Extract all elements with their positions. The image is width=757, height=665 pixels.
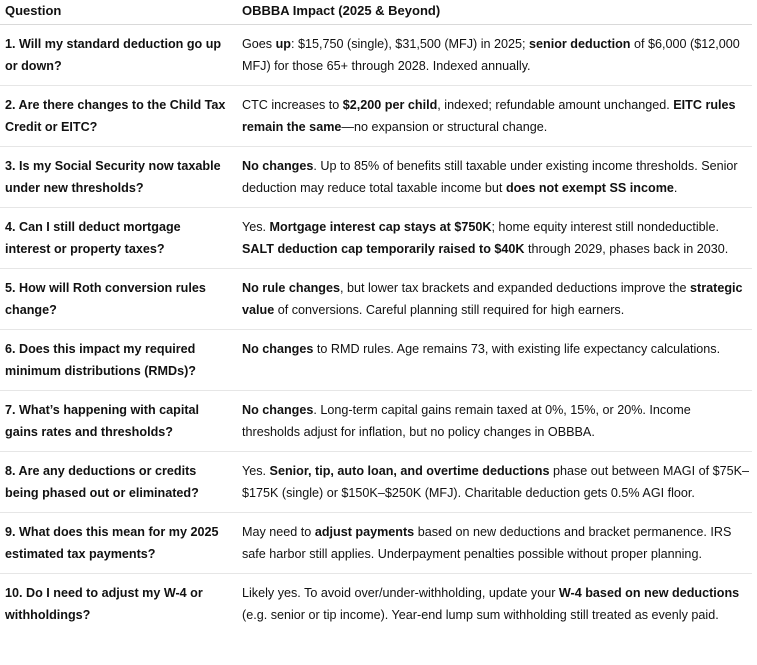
question-cell: 4. Can I still deduct mortgage interest or property taxes? bbox=[0, 208, 237, 269]
answer-text: . Long-term capital gains remain taxed at 0%, 15%, or 20%. Income thresholds adjust for inflation, but no policy changes in OBBBA. bbox=[242, 403, 691, 439]
question-cell: 1. Will my standard deduction go up or down? bbox=[0, 25, 237, 86]
table-row bbox=[0, 208, 752, 269]
answer-emphasis: strategic value bbox=[242, 281, 743, 317]
answer-text: based on new deductions and bracket permanence. IRS safe harbor still applies. Underpayment penalties possible without proper planning. bbox=[242, 525, 732, 561]
answer-text: —no expansion or structural change. bbox=[341, 120, 548, 134]
table-row bbox=[0, 25, 752, 86]
answer-emphasis: senior deduction bbox=[529, 37, 631, 51]
answer-text: of conversions. Careful planning still required for high earners. bbox=[274, 303, 625, 317]
answer-emphasis: Mortgage interest cap stays at $750K bbox=[269, 220, 492, 234]
answer-emphasis: W-4 based on new deductions bbox=[558, 586, 740, 600]
answer-cell bbox=[237, 208, 752, 269]
answer-text: to RMD rules. Age remains 73, with existing life expectancy calculations. bbox=[313, 342, 721, 356]
table-row bbox=[0, 574, 752, 635]
answer-emphasis: does not exempt SS income bbox=[505, 181, 674, 195]
answer-cell bbox=[237, 330, 752, 391]
question-cell: 3. Is my Social Security now taxable under new thresholds? bbox=[0, 147, 237, 208]
answer-emphasis: No changes bbox=[242, 403, 314, 417]
answer-emphasis: No changes bbox=[242, 342, 314, 356]
question-cell: 9. What does this mean for my 2025 estimated tax payments? bbox=[0, 513, 237, 574]
answer-text: through 2029, phases back in 2030. bbox=[524, 242, 729, 256]
answer-text: ; home equity interest still nondeductible. bbox=[491, 220, 719, 234]
answer-cell bbox=[237, 269, 752, 330]
answer-emphasis: No rule changes bbox=[242, 281, 340, 295]
question-cell: 8. Are any deductions or credits being phased out or eliminated? bbox=[0, 452, 237, 513]
table-row bbox=[0, 330, 752, 391]
question-cell: 10. Do I need to adjust my W-4 or withholdings? bbox=[5, 586, 203, 622]
answer-emphasis: up bbox=[275, 37, 291, 51]
answer-text: phase out between MAGI of $75K–$175K (single) or $150K–$250K (MFJ). Charitable deduction gets 0.5% AGI floor. bbox=[242, 464, 749, 500]
answer-text: , but lower tax brackets and expanded deductions improve the bbox=[339, 281, 691, 295]
answer-text: of $6,000 ($12,000 MFJ) for those 65+ through 2028. Indexed annually. bbox=[242, 37, 740, 73]
answer-text: (e.g. senior or tip income). Year-end lump sum withholding still treated as evenly paid. bbox=[242, 608, 719, 622]
question-cell: 6. Does this impact my required minimum distributions (RMDs)? bbox=[0, 330, 237, 391]
answer-text: . bbox=[673, 181, 678, 195]
answer-text: Likely yes. To avoid over/under-withholding, update your bbox=[242, 586, 559, 600]
table-row bbox=[0, 391, 752, 452]
answer-text: : $15,750 (single), $31,500 (MFJ) in 2025; bbox=[291, 37, 530, 51]
answer-emphasis: No changes bbox=[242, 159, 314, 173]
answer-text: . Up to 85% of benefits still taxable under existing income thresholds. Senior deduction may reduce total taxable income but bbox=[242, 159, 738, 195]
answer-cell bbox=[237, 513, 752, 574]
header-row bbox=[0, 0, 752, 25]
answer-text: Yes. bbox=[242, 220, 270, 234]
answer-emphasis: $2,200 per child bbox=[342, 98, 438, 112]
answer-text: May need to bbox=[242, 525, 315, 539]
question-cell: 2. Are there changes to the Child Tax Credit or EITC? bbox=[0, 86, 237, 147]
answer-text: Goes bbox=[242, 37, 276, 51]
answer-text: CTC increases to bbox=[242, 98, 343, 112]
answer-emphasis: SALT deduction cap temporarily raised to $40K bbox=[242, 242, 525, 256]
answer-cell bbox=[237, 391, 752, 452]
table-row bbox=[0, 452, 752, 513]
table-row bbox=[0, 513, 752, 574]
answer-cell bbox=[237, 452, 752, 513]
question-cell: 7. What’s happening with capital gains rates and thresholds? bbox=[0, 391, 237, 452]
answer-emphasis: adjust payments bbox=[314, 525, 415, 539]
answer-cell bbox=[237, 147, 752, 208]
table-row bbox=[0, 147, 752, 208]
answer-text: , indexed; refundable amount unchanged. bbox=[437, 98, 674, 112]
answer-cell bbox=[237, 25, 752, 86]
table-row bbox=[0, 86, 752, 147]
answer-emphasis: Senior, tip, auto loan, and overtime deductions bbox=[269, 464, 550, 478]
table-row bbox=[0, 269, 752, 330]
answer-text: Yes. bbox=[242, 464, 270, 478]
answer-cell bbox=[237, 86, 752, 147]
column-header-question: Question bbox=[0, 0, 237, 25]
column-header-impact: OBBBA Impact (2025 & Beyond) bbox=[237, 0, 752, 25]
answer-cell bbox=[237, 574, 752, 635]
answer-emphasis: EITC rules remain the same bbox=[242, 98, 736, 134]
question-cell: 5. How will Roth conversion rules change? bbox=[0, 269, 237, 330]
